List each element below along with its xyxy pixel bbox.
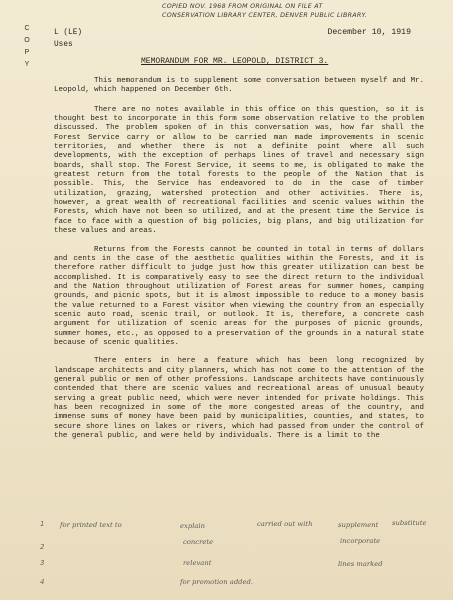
handwritten-note: lines marked	[338, 560, 383, 568]
margin-mark: 2	[40, 543, 45, 551]
handwritten-note: concrete	[183, 538, 214, 546]
handwritten-notes	[0, 519, 453, 594]
memo-body	[54, 77, 424, 450]
copy-letter: O	[24, 37, 30, 44]
paragraph: There are no notes available in this office on this question, so it is thought best to incorporate in this form some observation relative to the problem discussed. The problem spoken of in this conversation was, how far shall the Forest Service carry or allow to be carried man made improvements in scenic territories, and whether there is not a definite point where all such developments, with the exception of perhaps lines of travel and necessary sign boards, shall stop. The Forest Service, it seems to me, is obligated to make the greatest return from the total forests to the people of the Nation that is possible. This, the Service has endeavored to do in the case of timber utilization, grazing, watershed protection and other activities. There is, however, a great wealth of recreational facilities and scenic values within the Forests, which have not been so utilized, and at the present time the Service is face to face with a question of big policies, big plans, and big utilization for these values and areas.	[54, 105, 424, 236]
memo-title: MEMORANDUM FOR MR. LEOPOLD, DISTRICT 3.	[141, 57, 329, 66]
reference-line-1: L (LE)	[54, 29, 83, 37]
reference-line-2: Uses	[54, 41, 73, 49]
paragraph: There enters in here a feature which has been long recognized by landscape architects and city planners, which has not come to the attention of the general public or men of other professions. Landscape architects have continuously contended that there are scenic values and recreational areas of unusual beauty serving a great public need, which were never intended for private holdings. This has been recognized in some of the more congested areas of the country, and immense sums of money have been paid by municipalities, counties, and states, to secure shore lines on lakes or rivers, which had passed from under the control of the general public, and were held by individuals. There is a limit to the	[54, 357, 424, 441]
copy-letter: P	[24, 49, 30, 56]
margin-mark: 1	[40, 520, 45, 528]
paragraph: Returns from the Forests cannot be counted in total in terms of dollars and cents in the case of the aesthetic qualities within the Forests, and it is therefore rather difficult to judge just how this greater utilization can best be accomplished. It is comparatively easy to see the direct return to the individual and the Nation throughout utilization of Forest areas for summer homes, camping grounds, and picnic spots, but it is almost impossible to reduce to a money basis the value returned to a Forest visitor when viewing the country from an especially scenic auto road, scenic trail, or outlook. It is, therefore, a concrete cash argument for utilization of scenic areas for the purposes of picnic grounds, summer homes, etc., as opposed to a preservation of the grounds in a natural state because of scenic qualities.	[54, 245, 424, 347]
handwritten-note: for promotion added.	[180, 578, 254, 586]
copy-letter: Y	[24, 61, 30, 68]
margin-mark: 4	[40, 578, 45, 586]
handwritten-note: incorporate	[340, 537, 381, 545]
margin-mark: 3	[40, 559, 45, 567]
stamp-line-1: COPIED NOV. 1968 FROM ORIGINAL ON FILE AT	[162, 3, 323, 10]
paragraph: This memorandum is to supplement some conversation between myself and Mr. Leopold, which happened on December 6th.	[54, 77, 424, 95]
memo-date: December 10, 1919	[327, 28, 411, 37]
archive-copy-stamp	[162, 2, 442, 20]
copy-vertical-label	[22, 23, 32, 71]
handwritten-note: for printed text to	[60, 521, 122, 529]
handwritten-note: relevant	[183, 559, 212, 567]
copy-letter: C	[24, 25, 30, 32]
handwritten-note: explain	[180, 522, 205, 530]
handwritten-note: carried out with	[257, 520, 313, 528]
handwritten-note: substitute	[392, 519, 427, 527]
reference-code	[54, 27, 82, 51]
handwritten-note: supplement	[338, 521, 379, 529]
stamp-line-2: CONSERVATION LIBRARY CENTER, DENVER PUBLIC LIBRARY.	[162, 12, 368, 19]
